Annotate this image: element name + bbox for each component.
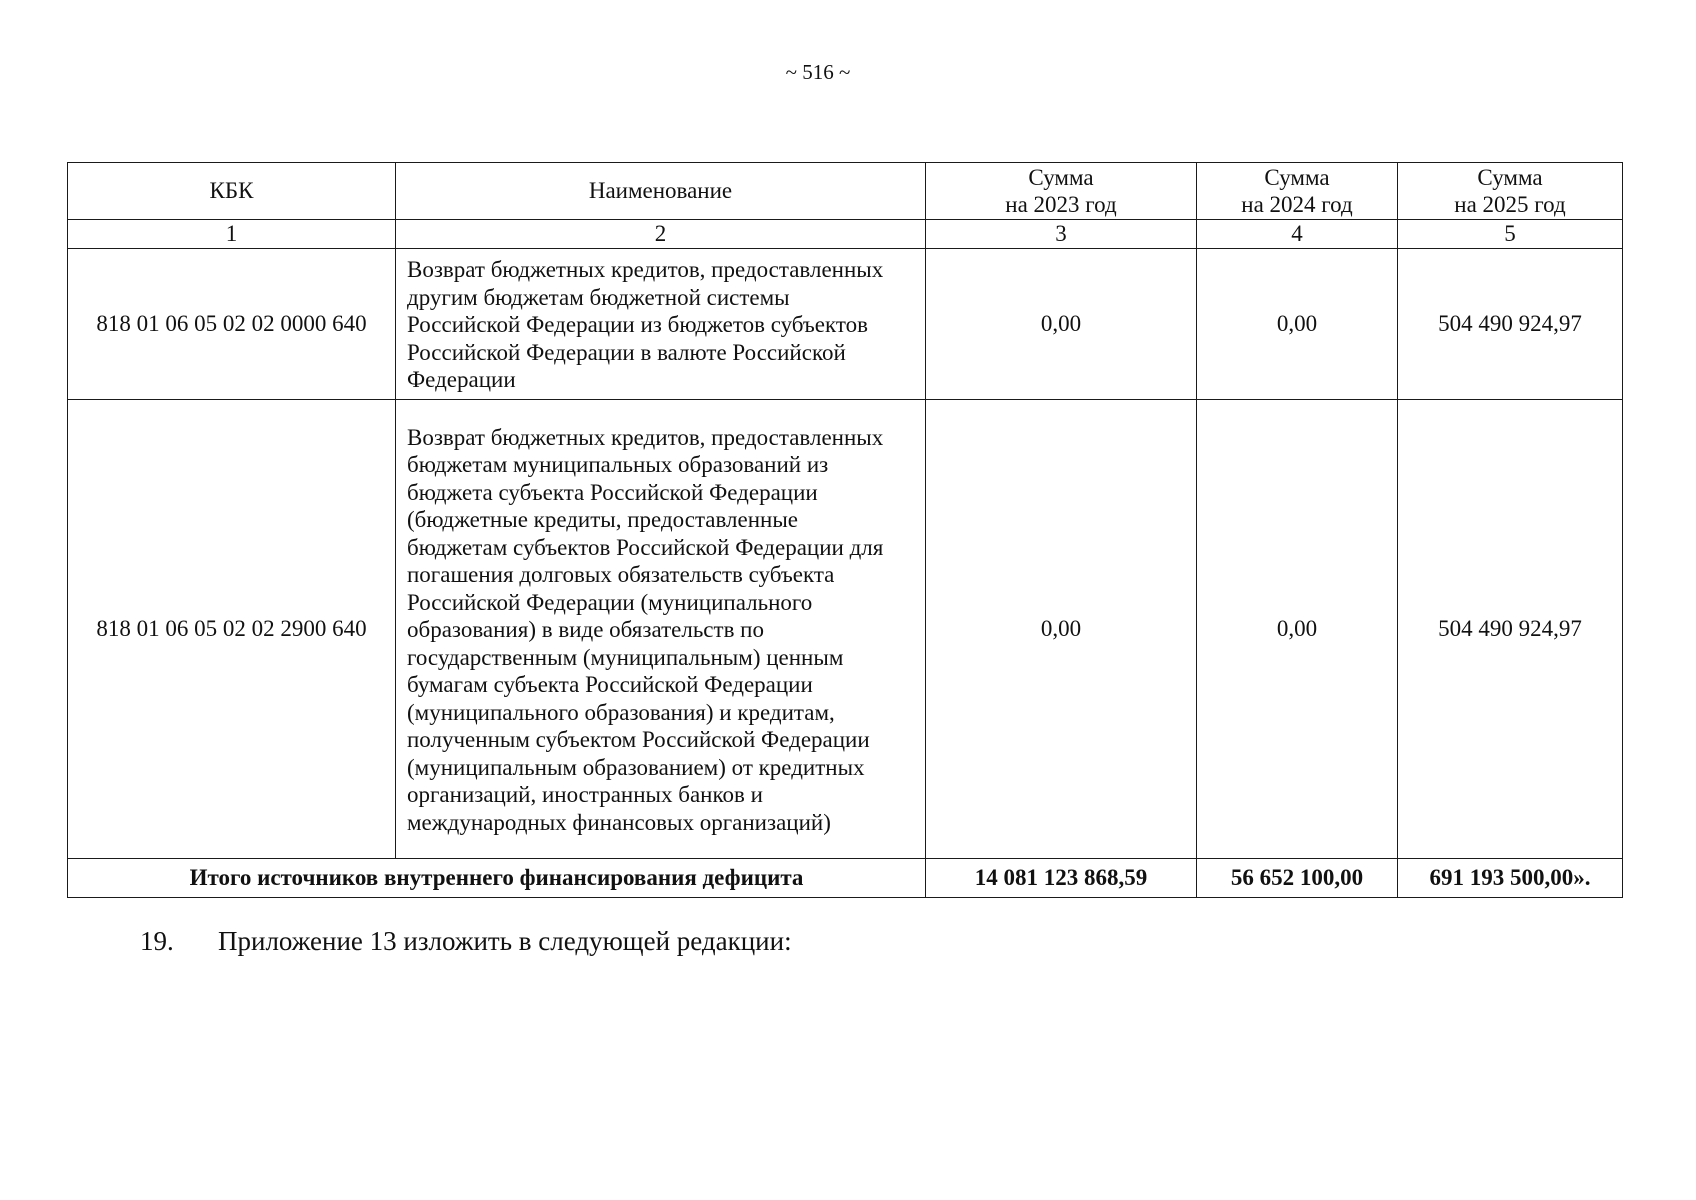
row-name-line: Российской Федерации в валюте Российской (407, 339, 846, 365)
sum-2025-value: 504 490 924,97 (1398, 400, 1623, 859)
total-sum-2025: 691 193 500,00». (1398, 859, 1623, 898)
header-sum-2024-line2: на 2024 год (1241, 192, 1353, 217)
total-sum-2023: 14 081 123 868,59 (926, 859, 1197, 898)
column-number: 1 (68, 220, 396, 249)
total-row (68, 859, 1623, 898)
row-name (396, 400, 926, 859)
row-name (396, 249, 926, 400)
row-name-line: другим бюджетам бюджетной системы (407, 284, 790, 310)
header-sum-2025-line1: Сумма (1477, 164, 1543, 190)
row-name-line: бюджета субъекта Российской Федерации (407, 479, 818, 505)
table-row (68, 249, 1623, 400)
row-name-line: полученным субъектом Российской Федерации (407, 727, 870, 753)
row-name-line: (муниципального образования) и кредитам, (407, 699, 835, 725)
row-name-line: Российской Федерации из бюджетов субъектов (407, 312, 868, 338)
row-name-line: Российской Федерации (муниципального (407, 589, 813, 615)
row-name-line: (муниципальным образованием) от кредитных (407, 754, 865, 780)
total-label: Итого источников внутреннего финансирования дефицита (68, 859, 926, 898)
column-numbers-row (68, 220, 1623, 249)
row-name-line: (бюджетные кредиты, предоставленные (407, 507, 798, 533)
total-sum-2024: 56 652 100,00 (1197, 859, 1398, 898)
budget-sources-table (67, 162, 1623, 898)
sum-2023-value: 0,00 (926, 249, 1197, 400)
header-sum-2025 (1398, 163, 1623, 220)
header-sum-2023-line2: на 2023 год (1005, 192, 1117, 217)
sum-2023-value: 0,00 (926, 400, 1197, 859)
column-number: 3 (926, 220, 1197, 249)
header-sum-2024-line1: Сумма (1264, 164, 1330, 190)
row-name-line: погашения долговых обязательств субъекта (407, 562, 835, 588)
header-sum-2025-line2: на 2025 год (1454, 192, 1566, 217)
instruction-paragraph (140, 926, 792, 957)
row-name-line: Возврат бюджетных кредитов, предоставленных (407, 424, 884, 450)
row-name-line: бумагам субъекта Российской Федерации (407, 672, 813, 698)
row-name-line: бюджетам субъектов Российской Федерации для (407, 534, 884, 560)
kbk-code: 818 01 06 05 02 02 2900 640 (68, 400, 396, 859)
kbk-code: 818 01 06 05 02 02 0000 640 (68, 249, 396, 400)
column-number: 5 (1398, 220, 1623, 249)
table-header-row (68, 163, 1623, 220)
row-name-line: организаций, иностранных банков и (407, 782, 763, 808)
row-name-line: Федерации (407, 367, 516, 393)
row-name-line: государственным (муниципальным) ценным (407, 644, 844, 670)
instruction-number: 19. (140, 926, 174, 956)
row-name-line: бюджетам муниципальных образований из (407, 452, 829, 478)
header-kbk: КБК (68, 163, 396, 220)
row-name-line: международных финансовых организаций) (407, 809, 831, 835)
page-number: ~ 516 ~ (785, 60, 851, 84)
row-name-line: образования) в виде обязательств по (407, 617, 764, 643)
header-name: Наименование (396, 163, 926, 220)
header-sum-2023-line1: Сумма (1028, 164, 1094, 190)
instruction-text: Приложение 13 изложить в следующей редакции: (218, 926, 792, 956)
header-sum-2023 (926, 163, 1197, 220)
table-row (68, 400, 1623, 859)
header-sum-2024 (1197, 163, 1398, 220)
sum-2024-value: 0,00 (1197, 400, 1398, 859)
row-name-line: Возврат бюджетных кредитов, предоставленных (407, 257, 884, 283)
column-number: 2 (396, 220, 926, 249)
sum-2024-value: 0,00 (1197, 249, 1398, 400)
sum-2025-value: 504 490 924,97 (1398, 249, 1623, 400)
column-number: 4 (1197, 220, 1398, 249)
